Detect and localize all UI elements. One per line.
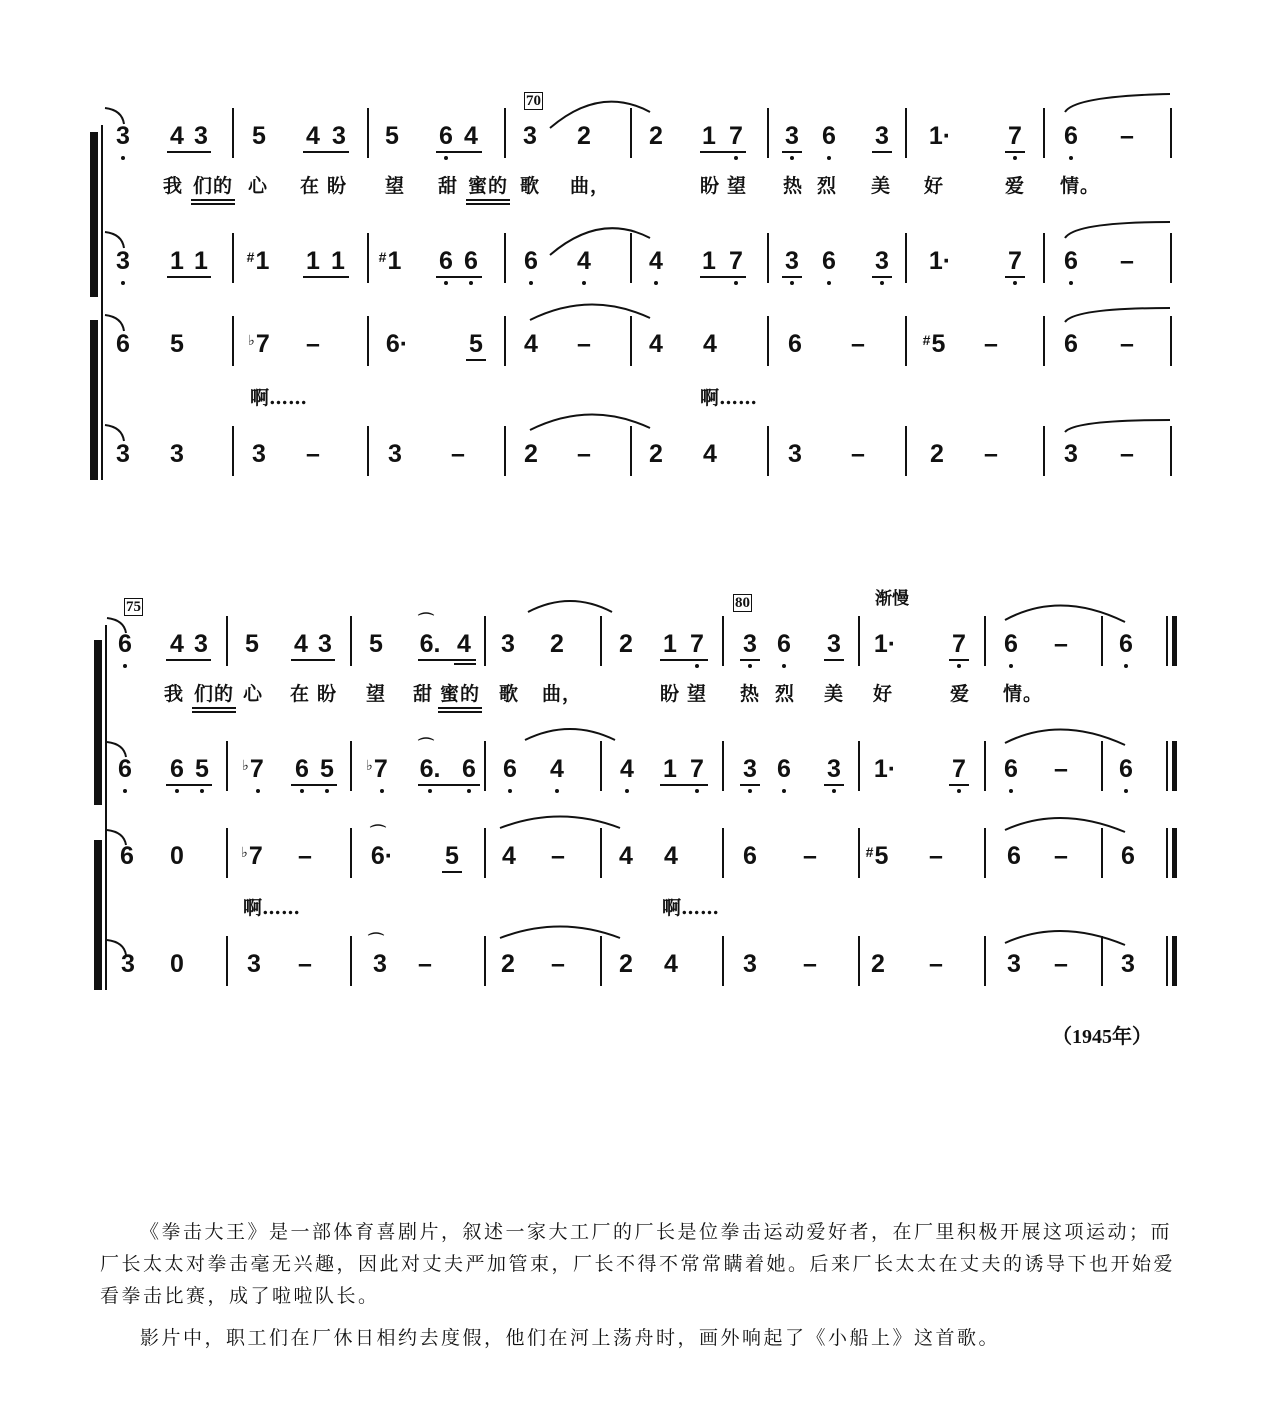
note-digit: 7 [1008,122,1022,150]
note-digit: 6 [1007,842,1021,870]
lyric-syllable: 望 [726,175,748,197]
note-digit: 3 [1007,950,1021,978]
rehearsal-mark: 80 [735,595,750,611]
note-digit: 7 [1008,247,1022,275]
note-digit: 6 [439,247,453,275]
rehearsal-mark: 70 [526,93,541,109]
note-digit: 1 [194,247,208,275]
note-digit: – [1120,440,1134,468]
note-digit: 3 [388,440,402,468]
lyric-syllable: 蜜的 [467,175,509,197]
note-digit: 4 [524,330,538,358]
note-digit: 4 [502,842,516,870]
note-digit: – [551,842,565,870]
lyric-syllable: 曲， [569,175,611,197]
vocalise-text: 啊…… [243,897,301,919]
note-digit: 5 [320,755,334,783]
note-digit: 6 [1121,842,1135,870]
lyric-syllable: 在 [289,683,311,705]
note-digit: 2 [649,122,663,150]
note-digit: 2 [577,122,591,150]
flat-icon: ♭ [248,332,255,348]
flat-icon: ♭ [242,757,249,773]
lyric-syllable: 们的 [193,683,235,705]
note-digit: – [851,440,865,468]
note-digit: 7 [373,755,388,783]
note-digit: – [1120,122,1134,150]
lyric-syllable: 盼 [316,683,338,705]
note-digit: – [1054,630,1068,658]
note-digit: 3 [170,440,184,468]
note-digit: 3 [827,755,841,783]
note-digit: 5 [385,122,399,150]
note-digit: 6 [116,330,130,358]
note-digit: 5 [931,330,946,358]
note-digit: 4 [170,122,184,150]
note-digit: 7 [952,755,966,783]
note-digit: 6 [1004,630,1018,658]
note-digit: 1 [170,247,184,275]
note-digit: 4 [170,630,184,658]
note-digit: 7 [248,842,263,870]
lyric-syllable: 们的 [192,175,234,197]
note-digit: 4 [649,330,663,358]
note-digit: 6 [503,755,517,783]
note-digit: 4 [577,247,591,275]
note-digit: 7 [249,755,264,783]
note-digit: 6 [524,247,538,275]
vocalise-text: 啊…… [250,387,308,409]
note-digit: – [803,842,817,870]
vocalise-text: 啊…… [662,897,720,919]
note-digit: – [1054,755,1068,783]
rehearsal-mark: 75 [126,599,141,615]
note-digit: 6 [777,630,791,658]
note-digit: 5 [170,330,184,358]
note-digit: 3 [116,440,130,468]
note-digit: 2 [871,950,885,978]
note-digit: 1 [331,247,345,275]
note-digit: – [984,330,998,358]
note-digit: 3 [116,247,130,275]
lyric-syllable: 望 [686,683,708,705]
lyric-syllable: 歌 [519,175,541,197]
note-digit: 4 [550,755,564,783]
lyric-syllable: 蜜的 [439,683,481,705]
note-digit: 6 [1119,755,1133,783]
lyric-syllable: 热 [782,175,804,197]
note-digit: 6 [462,755,476,783]
note-digit: 4 [649,247,663,275]
note-digit: 6 [295,755,309,783]
note-digit: 2 [550,630,564,658]
lyric-syllable: 美 [823,683,845,705]
note-digit: – [577,330,591,358]
note-digit: 3 [318,630,332,658]
note-digit: 3 [743,630,757,658]
note-digit: 3 [116,122,130,150]
lyric-syllable: 在 [299,175,321,197]
lyric-syllable: 爱 [949,683,971,705]
note-digit: 1 [306,247,320,275]
note-digit: 5 [252,122,266,150]
lyric-syllable: 热 [739,683,761,705]
note-digit: 7 [255,330,270,358]
sharp-icon: # [922,332,931,348]
note-digit: 1 [663,630,677,658]
note-digit: 3 [1064,440,1078,468]
note-digit: 7 [690,755,704,783]
note-digit: 3 [194,630,208,658]
note-digit: 6 [170,755,184,783]
note-digit: 4 [294,630,308,658]
note-digit: – [451,440,465,468]
note-digit: 5 [245,630,259,658]
note-digit: 3 [1121,950,1135,978]
lyric-syllable: 甜 [437,175,459,197]
note-digit: 1 [702,122,716,150]
note-digit: 7 [952,630,966,658]
vocalise-text: 啊…… [700,387,758,409]
note-digit: 1 [663,755,677,783]
note-digit: 7 [729,122,743,150]
note-digit: – [1120,247,1134,275]
lyric-syllable: 曲， [541,683,583,705]
lyric-syllable: 烈 [774,683,796,705]
lyric-syllable: 好 [923,175,945,197]
fermata-icon: ⌒ [417,736,435,755]
note-digit: 3 [252,440,266,468]
note-digit: 7 [729,247,743,275]
lyric-syllable: 歌 [498,683,520,705]
note-digit: 1 [702,247,716,275]
note-digit: – [577,440,591,468]
note-digit: – [803,950,817,978]
note-digit: 0 [170,842,184,870]
note-digit: 6 [464,247,478,275]
note-digit: 6· [370,842,394,870]
note-digit: 3 [743,950,757,978]
note-digit: 6 [118,630,132,658]
note-digit: 3 [523,122,537,150]
note-digit: 4 [664,842,678,870]
film-notes-paragraph-1: 《拳击大王》是一部体育喜剧片，叙述一家大工厂的厂长是位拳击运动爱好者，在厂里积极开展这项运动；而厂长太太对拳击毫无兴趣，因此对丈夫严加管束，厂长不得不常常瞒着她。后来厂长太太在丈夫的诱导下也开始爱看拳击比赛，成了啦啦队长。 [100,1221,1176,1307]
lyric-syllable: 我 [163,683,185,705]
flat-icon: ♭ [241,844,248,860]
note-digit: – [306,440,320,468]
sharp-icon: # [865,844,874,860]
note-digit: 1· [873,755,897,783]
note-digit: – [298,842,312,870]
film-notes-paragraph-2: 影片中，职工们在厂休日相约去度假，他们在河上荡舟时，画外响起了《小船上》这首歌。 [140,1327,1001,1349]
note-digit: – [1054,842,1068,870]
note-digit: 6 [120,842,134,870]
note-digit: 1 [255,247,270,275]
note-digit: 4 [664,950,678,978]
note-digit: – [298,950,312,978]
fermata-icon: ⌒ [417,611,435,630]
note-digit: 3 [247,950,261,978]
note-digit: 1· [873,630,897,658]
note-digit: 3 [827,630,841,658]
sharp-icon: # [246,249,255,265]
note-digit: 6 [788,330,802,358]
note-digit: 3 [332,122,346,150]
note-digit: 3 [373,950,387,978]
note-digit: 4 [620,755,634,783]
note-digit: – [929,950,943,978]
year-label: （1945年） [1052,1026,1152,1048]
note-digit: 2 [501,950,515,978]
note-digit: 6 [777,755,791,783]
note-digit: 2 [619,950,633,978]
note-digit: – [1054,950,1068,978]
note-digit: 3 [501,630,515,658]
lyric-syllable: 望 [365,683,387,705]
lyric-syllable: 情。 [1059,175,1101,197]
lyric-syllable: 盼 [659,683,681,705]
note-digit: 1· [928,122,952,150]
note-digit: 6· [385,330,409,358]
note-digit: 3 [788,440,802,468]
lyric-syllable: 盼 [699,175,721,197]
sharp-icon: # [378,249,387,265]
tempo-marking: 渐慢 [875,589,909,609]
lyric-syllable: 心 [242,683,264,705]
note-digit: 5 [369,630,383,658]
note-digit: 2 [930,440,944,468]
note-digit: 4 [306,122,320,150]
note-digit: 6 [822,122,836,150]
note-digit: – [306,330,320,358]
lyric-syllable: 甜 [412,683,434,705]
note-digit: 6. [419,755,441,783]
lyric-syllable: 烈 [816,175,838,197]
note-digit: – [851,330,865,358]
note-digit: 4 [457,630,471,658]
lyric-syllable: 好 [872,683,894,705]
fermata-icon: ⌒ [367,931,385,950]
note-digit: 6 [1119,630,1133,658]
note-digit: 1 [387,247,402,275]
note-digit: – [551,950,565,978]
lyric-syllable: 美 [870,175,892,197]
flat-icon: ♭ [366,757,373,773]
note-digit: 3 [875,122,889,150]
note-digit: 5 [469,330,483,358]
note-digit: 6 [822,247,836,275]
note-digit: 2 [524,440,538,468]
note-digit: 3 [194,122,208,150]
note-digit: 4 [703,330,717,358]
note-digit: 3 [875,247,889,275]
note-digit: 3 [121,950,135,978]
note-digit: 6 [743,842,757,870]
note-digit: 3 [785,122,799,150]
note-digit: 7 [690,630,704,658]
note-digit: 6 [1004,755,1018,783]
note-digit: – [1120,330,1134,358]
lyric-syllable: 爱 [1004,175,1026,197]
note-digit: 6 [1064,330,1078,358]
note-digit: 3 [743,755,757,783]
lyric-syllable: 盼 [326,175,348,197]
note-digit: 3 [785,247,799,275]
note-digit: 6 [1064,122,1078,150]
note-digit: 5 [195,755,209,783]
note-digit: 6. [419,630,441,658]
note-digit: 0 [170,950,184,978]
lyric-syllable: 情。 [1002,683,1044,705]
note-digit: 6 [118,755,132,783]
note-digit: 5 [874,842,889,870]
note-digit: – [418,950,432,978]
note-digit: – [984,440,998,468]
note-digit: 2 [619,630,633,658]
note-digit: 4 [464,122,478,150]
note-digit: 1· [928,247,952,275]
note-digit: 2 [649,440,663,468]
lyric-syllable: 我 [162,175,184,197]
lyric-syllable: 望 [384,175,406,197]
note-digit: 6 [1064,247,1078,275]
note-digit: 4 [619,842,633,870]
note-digit: 5 [445,842,459,870]
note-digit: – [929,842,943,870]
note-digit: 4 [703,440,717,468]
fermata-icon: ⌒ [369,823,387,842]
note-digit: 6 [439,122,453,150]
lyric-syllable: 心 [247,175,269,197]
